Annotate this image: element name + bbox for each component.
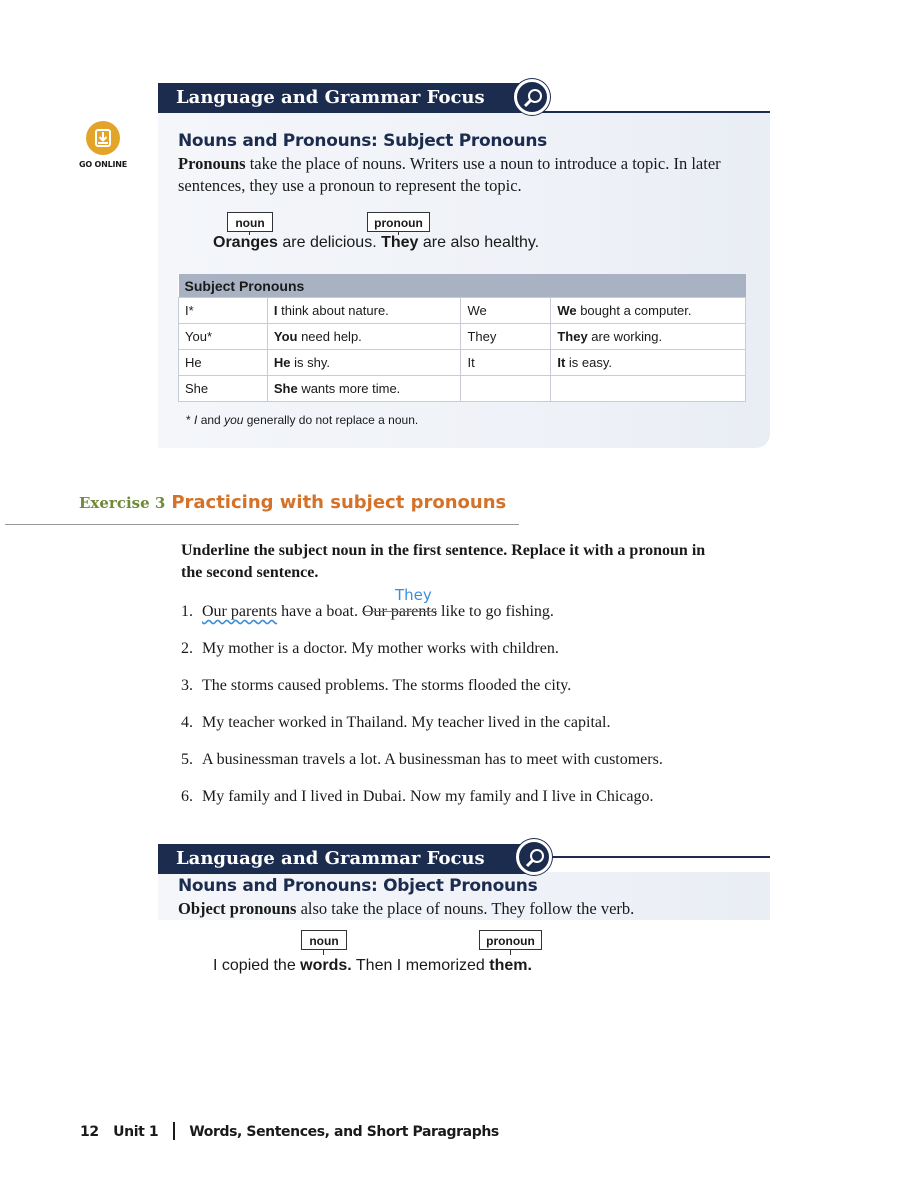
table-row	[179, 324, 746, 350]
noun-label: noun	[301, 930, 347, 950]
table-row	[179, 298, 746, 324]
example-noun: words.	[300, 957, 352, 974]
example-cell	[267, 298, 461, 324]
download-icon	[86, 121, 120, 155]
example-text-1: are delicious.	[277, 234, 382, 251]
subject-example-sentence	[213, 234, 539, 252]
magnifier-icon	[514, 79, 550, 115]
pronoun-cell: They	[461, 324, 551, 350]
exercise-item-4	[181, 714, 610, 732]
label-connector-pronoun	[510, 950, 511, 955]
object-example-sentence	[213, 957, 532, 975]
exercise-item-1	[181, 603, 554, 621]
page-number: 12	[80, 1124, 99, 1140]
intro-text: take the place of nouns. Writers use a noun to introduce a topic. In later sentences, they use a pronoun to represent the topic.	[178, 154, 721, 195]
grammar-focus-banner-2: Language and Grammar Focus	[158, 844, 530, 874]
bold-pronoun: You	[273, 329, 298, 344]
item-text: have a boat.	[277, 603, 362, 620]
exercise-item-3	[181, 677, 571, 695]
label-connector-noun	[323, 950, 324, 955]
bold-pronoun: It	[557, 355, 566, 370]
footnote-and: and	[197, 413, 225, 427]
banner-rule-1	[530, 111, 770, 113]
answer-handwritten: They	[395, 586, 432, 604]
table-row	[179, 376, 746, 402]
pronoun-cell: I*	[179, 298, 268, 324]
bold-pronoun: He	[273, 355, 291, 370]
item-text: The storms caused problems. The storms flooded the city.	[202, 677, 572, 694]
exercise-item-2	[181, 640, 559, 658]
object-pronouns-intro	[178, 898, 768, 920]
example-cell	[551, 376, 746, 402]
example-cell	[551, 350, 746, 376]
footnote-you: you	[224, 413, 244, 427]
example-text-1: I copied the	[213, 957, 301, 974]
bold-pronoun: We	[557, 303, 577, 318]
grammar-focus-banner-1: Language and Grammar Focus	[158, 83, 530, 113]
subject-pronouns-subtitle: Nouns and Pronouns: Subject Pronouns	[178, 131, 547, 151]
sentence-rest: wants more time.	[297, 381, 401, 396]
exercise-item-5	[181, 751, 663, 769]
table-header: Subject Pronouns	[179, 274, 746, 298]
example-cell	[267, 324, 461, 350]
pronoun-cell: She	[179, 376, 268, 402]
exercise-instructions: Underline the subject noun in the first sentence. Replace it with a pronoun in the second sentence.	[181, 542, 706, 581]
sentence-rest: are working.	[587, 329, 663, 344]
sentence-rest: bought a computer.	[576, 303, 692, 318]
bold-pronoun: They	[557, 329, 588, 344]
noun-label: noun	[227, 212, 273, 232]
example-text-2: Then I memorized	[351, 957, 490, 974]
intro-text: also take the place of nouns. They follow the verb.	[296, 899, 635, 918]
item-text: My family and I lived in Dubai. Now my family and I live in Chicago.	[202, 788, 654, 805]
example-pronoun: They	[381, 234, 419, 251]
example-cell	[267, 376, 461, 402]
exercise-label: Exercise 3	[79, 494, 166, 512]
example-cell	[267, 350, 461, 376]
intro-term: Object pronouns	[178, 899, 297, 918]
pronoun-cell: He	[179, 350, 268, 376]
intro-term: Pronouns	[178, 154, 246, 173]
example-cell	[551, 324, 746, 350]
struck-subject: Our parents	[361, 603, 438, 620]
footnote-star: *	[186, 413, 195, 427]
exercise-item-6	[181, 788, 653, 806]
example-noun: Oranges	[213, 234, 278, 251]
table-footnote	[186, 413, 418, 427]
footnote-i: I	[194, 413, 198, 427]
item-text: My teacher worked in Thailand. My teacher lived in the capital.	[202, 714, 611, 731]
unit-label: Unit 1	[113, 1124, 159, 1140]
exercise-title: Practicing with subject pronouns	[171, 492, 507, 513]
sentence-rest: is shy.	[290, 355, 330, 370]
exercise-heading	[79, 492, 506, 513]
item-number: 4.	[181, 714, 193, 731]
go-online-label: GO ONLINE	[78, 160, 128, 169]
item-number: 1.	[181, 603, 193, 620]
item-number: 3.	[181, 677, 193, 694]
pronoun-label: pronoun	[367, 212, 430, 232]
object-pronouns-subtitle: Nouns and Pronouns: Object Pronouns	[178, 876, 538, 896]
item-number: 6.	[181, 788, 193, 805]
item-text: My mother is a doctor. My mother works with children.	[202, 640, 559, 657]
magnifier-icon	[516, 839, 552, 875]
pronoun-label: pronoun	[479, 930, 542, 950]
item-number: 5.	[181, 751, 193, 768]
banner-rule-2	[530, 856, 770, 858]
exercise-rule	[5, 524, 519, 525]
subject-pronouns-intro	[178, 153, 768, 197]
pronoun-cell: We	[461, 298, 551, 324]
footnote-rest: generally do not replace a noun.	[243, 413, 419, 427]
item-number: 2.	[181, 640, 193, 657]
pronoun-cell	[461, 376, 551, 402]
bold-pronoun: I	[273, 303, 278, 318]
sentence-rest: is easy.	[565, 355, 612, 370]
pronoun-cell: It	[461, 350, 551, 376]
bold-pronoun: She	[273, 381, 298, 396]
sentence-rest: need help.	[297, 329, 362, 344]
pronoun-cell: You*	[179, 324, 268, 350]
subject-pronouns-table	[178, 274, 746, 402]
example-text-2: are also healthy.	[418, 234, 540, 251]
table-row	[179, 350, 746, 376]
underlined-subject: Our parents	[202, 603, 278, 620]
footer-divider	[173, 1122, 175, 1140]
item-text: A businessman travels a lot. A businessman has to meet with customers.	[202, 751, 663, 768]
go-online-link[interactable]	[78, 121, 128, 169]
item-text-end: like to go fishing.	[437, 603, 554, 620]
example-cell	[551, 298, 746, 324]
chapter-title: Words, Sentences, and Short Paragraphs	[189, 1124, 499, 1140]
page-footer	[80, 1122, 499, 1140]
example-pronoun: them.	[489, 957, 532, 974]
sentence-rest: think about nature.	[277, 303, 389, 318]
